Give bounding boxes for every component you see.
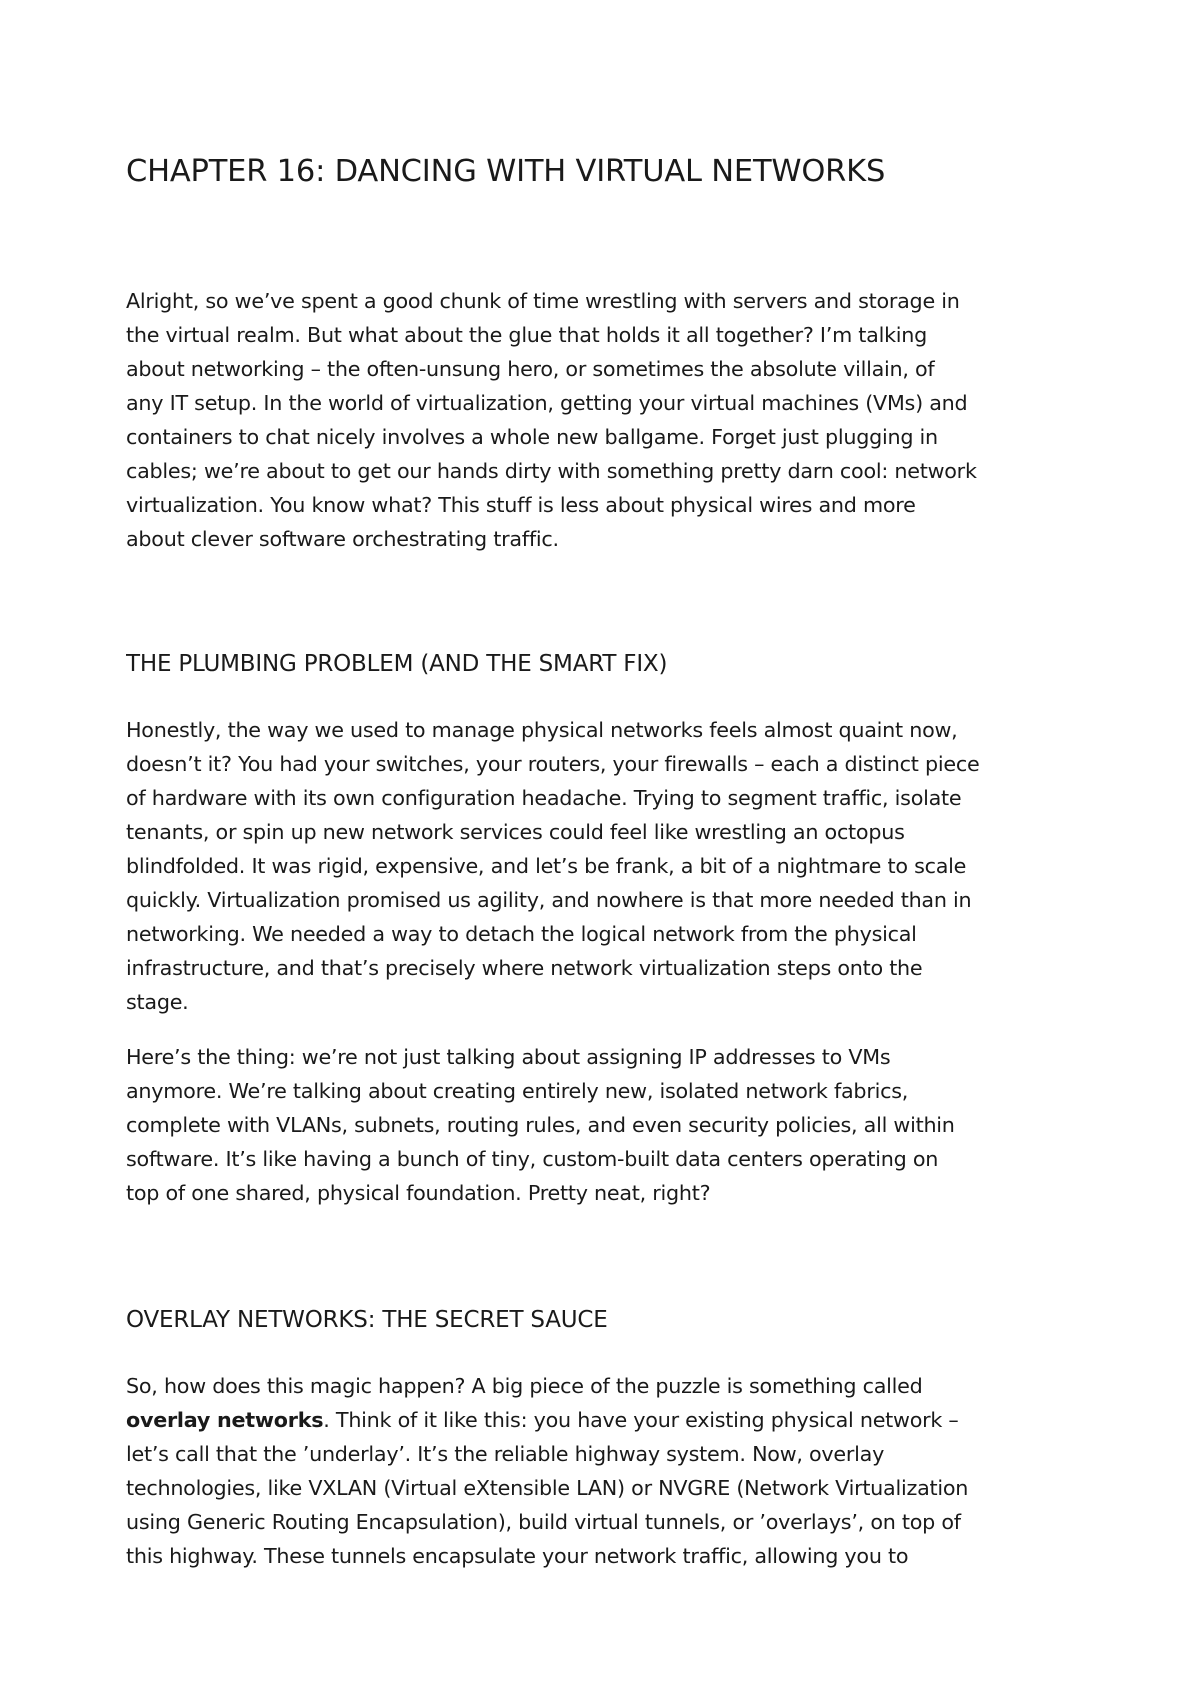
paragraph-line: technologies, like VXLAN (Virtual eXtensible LAN) or NVGRE (Network Virtualization [126, 1476, 969, 1500]
intro-paragraph [126, 284, 977, 556]
paragraph-line: quickly. Virtualization promised us agility, and nowhere is that more needed than in [126, 888, 972, 912]
paragraph-line: networking. We needed a way to detach the logical network from the physical [126, 922, 917, 946]
paragraph-line: using Generic Routing Encapsulation), build virtual tunnels, or ’overlays’, on top of [126, 1510, 961, 1534]
paragraph-line: doesn’t it? You had your switches, your routers, your firewalls – each a distinct piece [126, 752, 980, 776]
overlay-paragraph-1 [126, 1369, 968, 1573]
paragraph-line: virtualization. You know what? This stuff is less about physical wires and more [126, 493, 916, 517]
paragraph-line: Honestly, the way we used to manage physical networks feels almost quaint now, [126, 718, 958, 742]
chapter-title: CHAPTER 16: DANCING WITH VIRTUAL NETWORKS [126, 154, 886, 189]
section-heading-overlay: OVERLAY NETWORKS: THE SECRET SAUCE [126, 1307, 608, 1333]
document-page [126, 0, 1096, 1696]
paragraph-line: this highway. These tunnels encapsulate your network traffic, allowing you to [126, 1544, 909, 1568]
paragraph-line: containers to chat nicely involves a whole new ballgame. Forget just plugging in [126, 425, 938, 449]
paragraph-line [126, 1403, 968, 1437]
section-heading-plumbing: THE PLUMBING PROBLEM (AND THE SMART FIX) [126, 651, 668, 677]
paragraph-line: about clever software orchestrating traffic. [126, 527, 559, 551]
plumbing-paragraph-2 [126, 1040, 955, 1210]
paragraph-line: top of one shared, physical foundation. Pretty neat, right? [126, 1181, 711, 1205]
paragraph-line: anymore. We’re talking about creating entirely new, isolated network fabrics, [126, 1079, 909, 1103]
paragraph-line: Alright, so we’ve spent a good chunk of time wrestling with servers and storage in [126, 289, 960, 313]
paragraph-line: So, how does this magic happen? A big piece of the puzzle is something called [126, 1374, 923, 1398]
paragraph-line: let’s call that the ’underlay’. It’s the reliable highway system. Now, overlay [126, 1442, 885, 1466]
paragraph-line: Here’s the thing: we’re not just talking about assigning IP addresses to VMs [126, 1045, 891, 1069]
paragraph-line: the virtual realm. But what about the glue that holds it all together? I’m talking [126, 323, 928, 347]
paragraph-line: any IT setup. In the world of virtualization, getting your virtual machines (VMs) and [126, 391, 968, 415]
paragraph-line: cables; we’re about to get our hands dirty with something pretty darn cool: network [126, 459, 977, 483]
plumbing-paragraph-1 [126, 713, 979, 1019]
paragraph-line: stage. [126, 990, 189, 1014]
inline-text: . Think of it like this: you have your existing physical network – [323, 1408, 959, 1432]
paragraph-line: complete with VLANs, subnets, routing rules, and even security policies, all within [126, 1113, 955, 1137]
paragraph-line: software. It’s like having a bunch of tiny, custom-built data centers operating on [126, 1147, 939, 1171]
paragraph-line: tenants, or spin up new network services could feel like wrestling an octopus [126, 820, 905, 844]
paragraph-line: infrastructure, and that’s precisely where network virtualization steps onto the [126, 956, 923, 980]
paragraph-line: of hardware with its own configuration headache. Trying to segment traffic, isolate [126, 786, 962, 810]
paragraph-line: blindfolded. It was rigid, expensive, and let’s be frank, a bit of a nightmare to scale [126, 854, 967, 878]
bold-term: overlay networks [126, 1408, 324, 1432]
paragraph-line: about networking – the often-unsung hero, or sometimes the absolute villain, of [126, 357, 935, 381]
